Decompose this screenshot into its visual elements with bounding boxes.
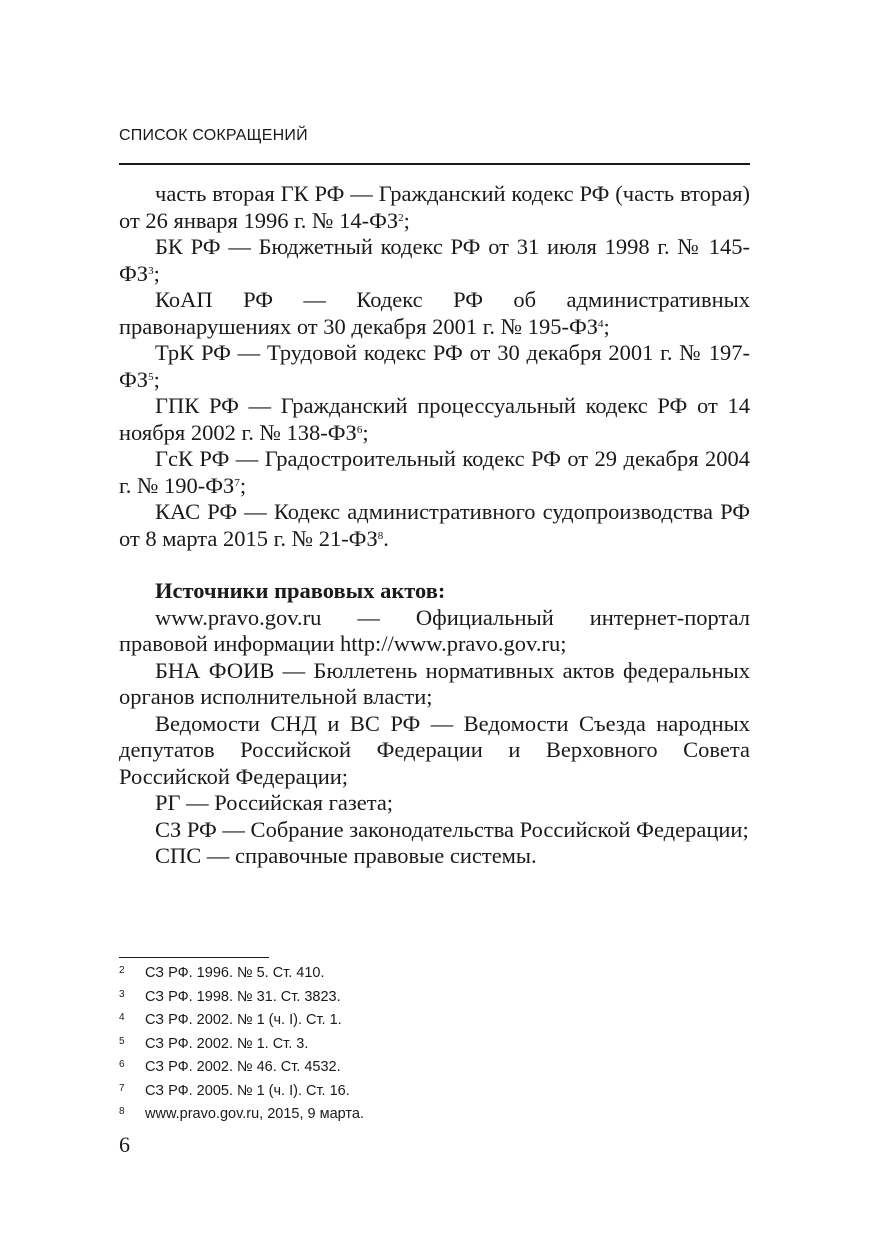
footnote-text: www.pravo.gov.ru, 2015, 9 марта.: [145, 1106, 364, 1122]
running-title: СПИСОК СОКРАЩЕНИЙ: [119, 127, 308, 144]
entry-punct: ;: [153, 366, 160, 392]
entry-punct: ;: [153, 260, 160, 286]
entry-text: часть вторая ГК РФ — Гражданский кодекс РФ (часть вторая) от 26 января 1996 г. № 14-ФЗ: [119, 181, 750, 233]
entry-text: БК РФ — Бюджетный кодекс РФ от 31 июля 1998 г. № 145-ФЗ: [119, 234, 750, 286]
footnote-number: 2: [119, 965, 125, 976]
entry-punct: ;: [239, 472, 247, 498]
source-entry: Ведомости СНД и ВС РФ — Ведомости Съезда народных депутатов Российской Федерации и Верховного Совета Российской Федерации;: [119, 710, 750, 789]
footnote-rule: [119, 957, 269, 958]
footnote-text: СЗ РФ. 2002. № 1 (ч. I). Ст. 1.: [145, 1012, 342, 1028]
entry-text: КоАП РФ — Кодекс РФ об административных правонарушениях от 30 декабря 2001 г. № 195-ФЗ: [119, 287, 750, 339]
footnote-text: СЗ РФ. 1998. № 31. Ст. 3823.: [145, 988, 341, 1005]
abbreviation-entry: [119, 287, 750, 340]
footnotes: [119, 962, 750, 1127]
entry-text: ГПК РФ — Гражданский процессуальный кодекс РФ от 14 ноября 2002 г. № 138-ФЗ: [119, 393, 750, 445]
footnote: [119, 986, 750, 1010]
footnote-number: 7: [119, 1082, 125, 1094]
entry-punct: .: [383, 525, 389, 551]
footnote-text: СЗ РФ. 2002. № 1. Ст. 3.: [145, 1035, 309, 1052]
footnote: [119, 1009, 750, 1033]
footnote-text: СЗ РФ. 2002. № 46. Ст. 4532.: [145, 1059, 341, 1075]
abbreviation-entry: [119, 181, 750, 234]
sources-heading: Источники правовых актов:: [155, 578, 446, 603]
footnote-number: 6: [119, 1059, 125, 1070]
abbreviation-entry: [119, 234, 750, 287]
abbreviation-entry: [119, 393, 750, 446]
footnote-ref[interactable]: 2: [398, 211, 404, 224]
footnote: [119, 1103, 750, 1127]
footnote-ref[interactable]: 3: [148, 264, 154, 277]
footnote-ref[interactable]: 4: [598, 317, 604, 330]
entry-text: ТрК РФ — Трудовой кодекс РФ от 30 декабря 2001 г. № 197-ФЗ: [119, 340, 750, 392]
page-number: 6: [119, 1132, 130, 1157]
footnote-ref[interactable]: 6: [356, 423, 363, 436]
entry-text: КАС РФ — Кодекс административного судопроизводства РФ от 8 марта 2015 г. № 21-ФЗ: [119, 499, 750, 551]
footnote-text: СЗ РФ. 1996. № 5. Ст. 410.: [145, 965, 325, 981]
entry-text: ГсК РФ — Градостроительный кодекс РФ от 29 декабря 2004 г. № 190-ФЗ: [119, 446, 750, 498]
footnote-number: 5: [119, 1035, 125, 1047]
main-text: [119, 181, 750, 870]
footnote: [119, 1033, 750, 1057]
footnote: [119, 1056, 750, 1080]
source-entry: www.pravo.gov.ru — Официальный интернет-портал правовой информации http://www.pravo.gov.ru;: [119, 604, 750, 656]
source-entry: СПС — справочные правовые системы.: [155, 843, 537, 868]
footnote-text: СЗ РФ. 2005. № 1 (ч. I). Ст. 16.: [145, 1082, 350, 1099]
footnote-number: 3: [119, 988, 125, 1000]
source-entry: РГ — Российская газета;: [155, 790, 394, 815]
footnote-ref[interactable]: 8: [377, 529, 384, 542]
footnote-number: 8: [119, 1106, 125, 1117]
footnote-ref[interactable]: 7: [234, 476, 240, 489]
entry-punct: ;: [403, 207, 410, 233]
source-entry: СЗ РФ — Собрание законодательства Российской Федерации;: [155, 816, 749, 842]
header-rule: [119, 163, 750, 165]
footnote-number: 4: [119, 1012, 125, 1023]
footnote: [119, 962, 750, 986]
source-entry: БНА ФОИВ — Бюллетень нормативных актов федеральных органов исполнительной власти;: [119, 657, 750, 709]
abbreviation-entry: [119, 446, 750, 499]
abbreviation-entry: [119, 499, 750, 552]
footnote-ref[interactable]: 5: [148, 370, 154, 383]
footnote: [119, 1080, 750, 1104]
abbreviation-entry: [119, 340, 750, 393]
entry-punct: ;: [603, 313, 610, 339]
entry-punct: ;: [362, 419, 369, 445]
